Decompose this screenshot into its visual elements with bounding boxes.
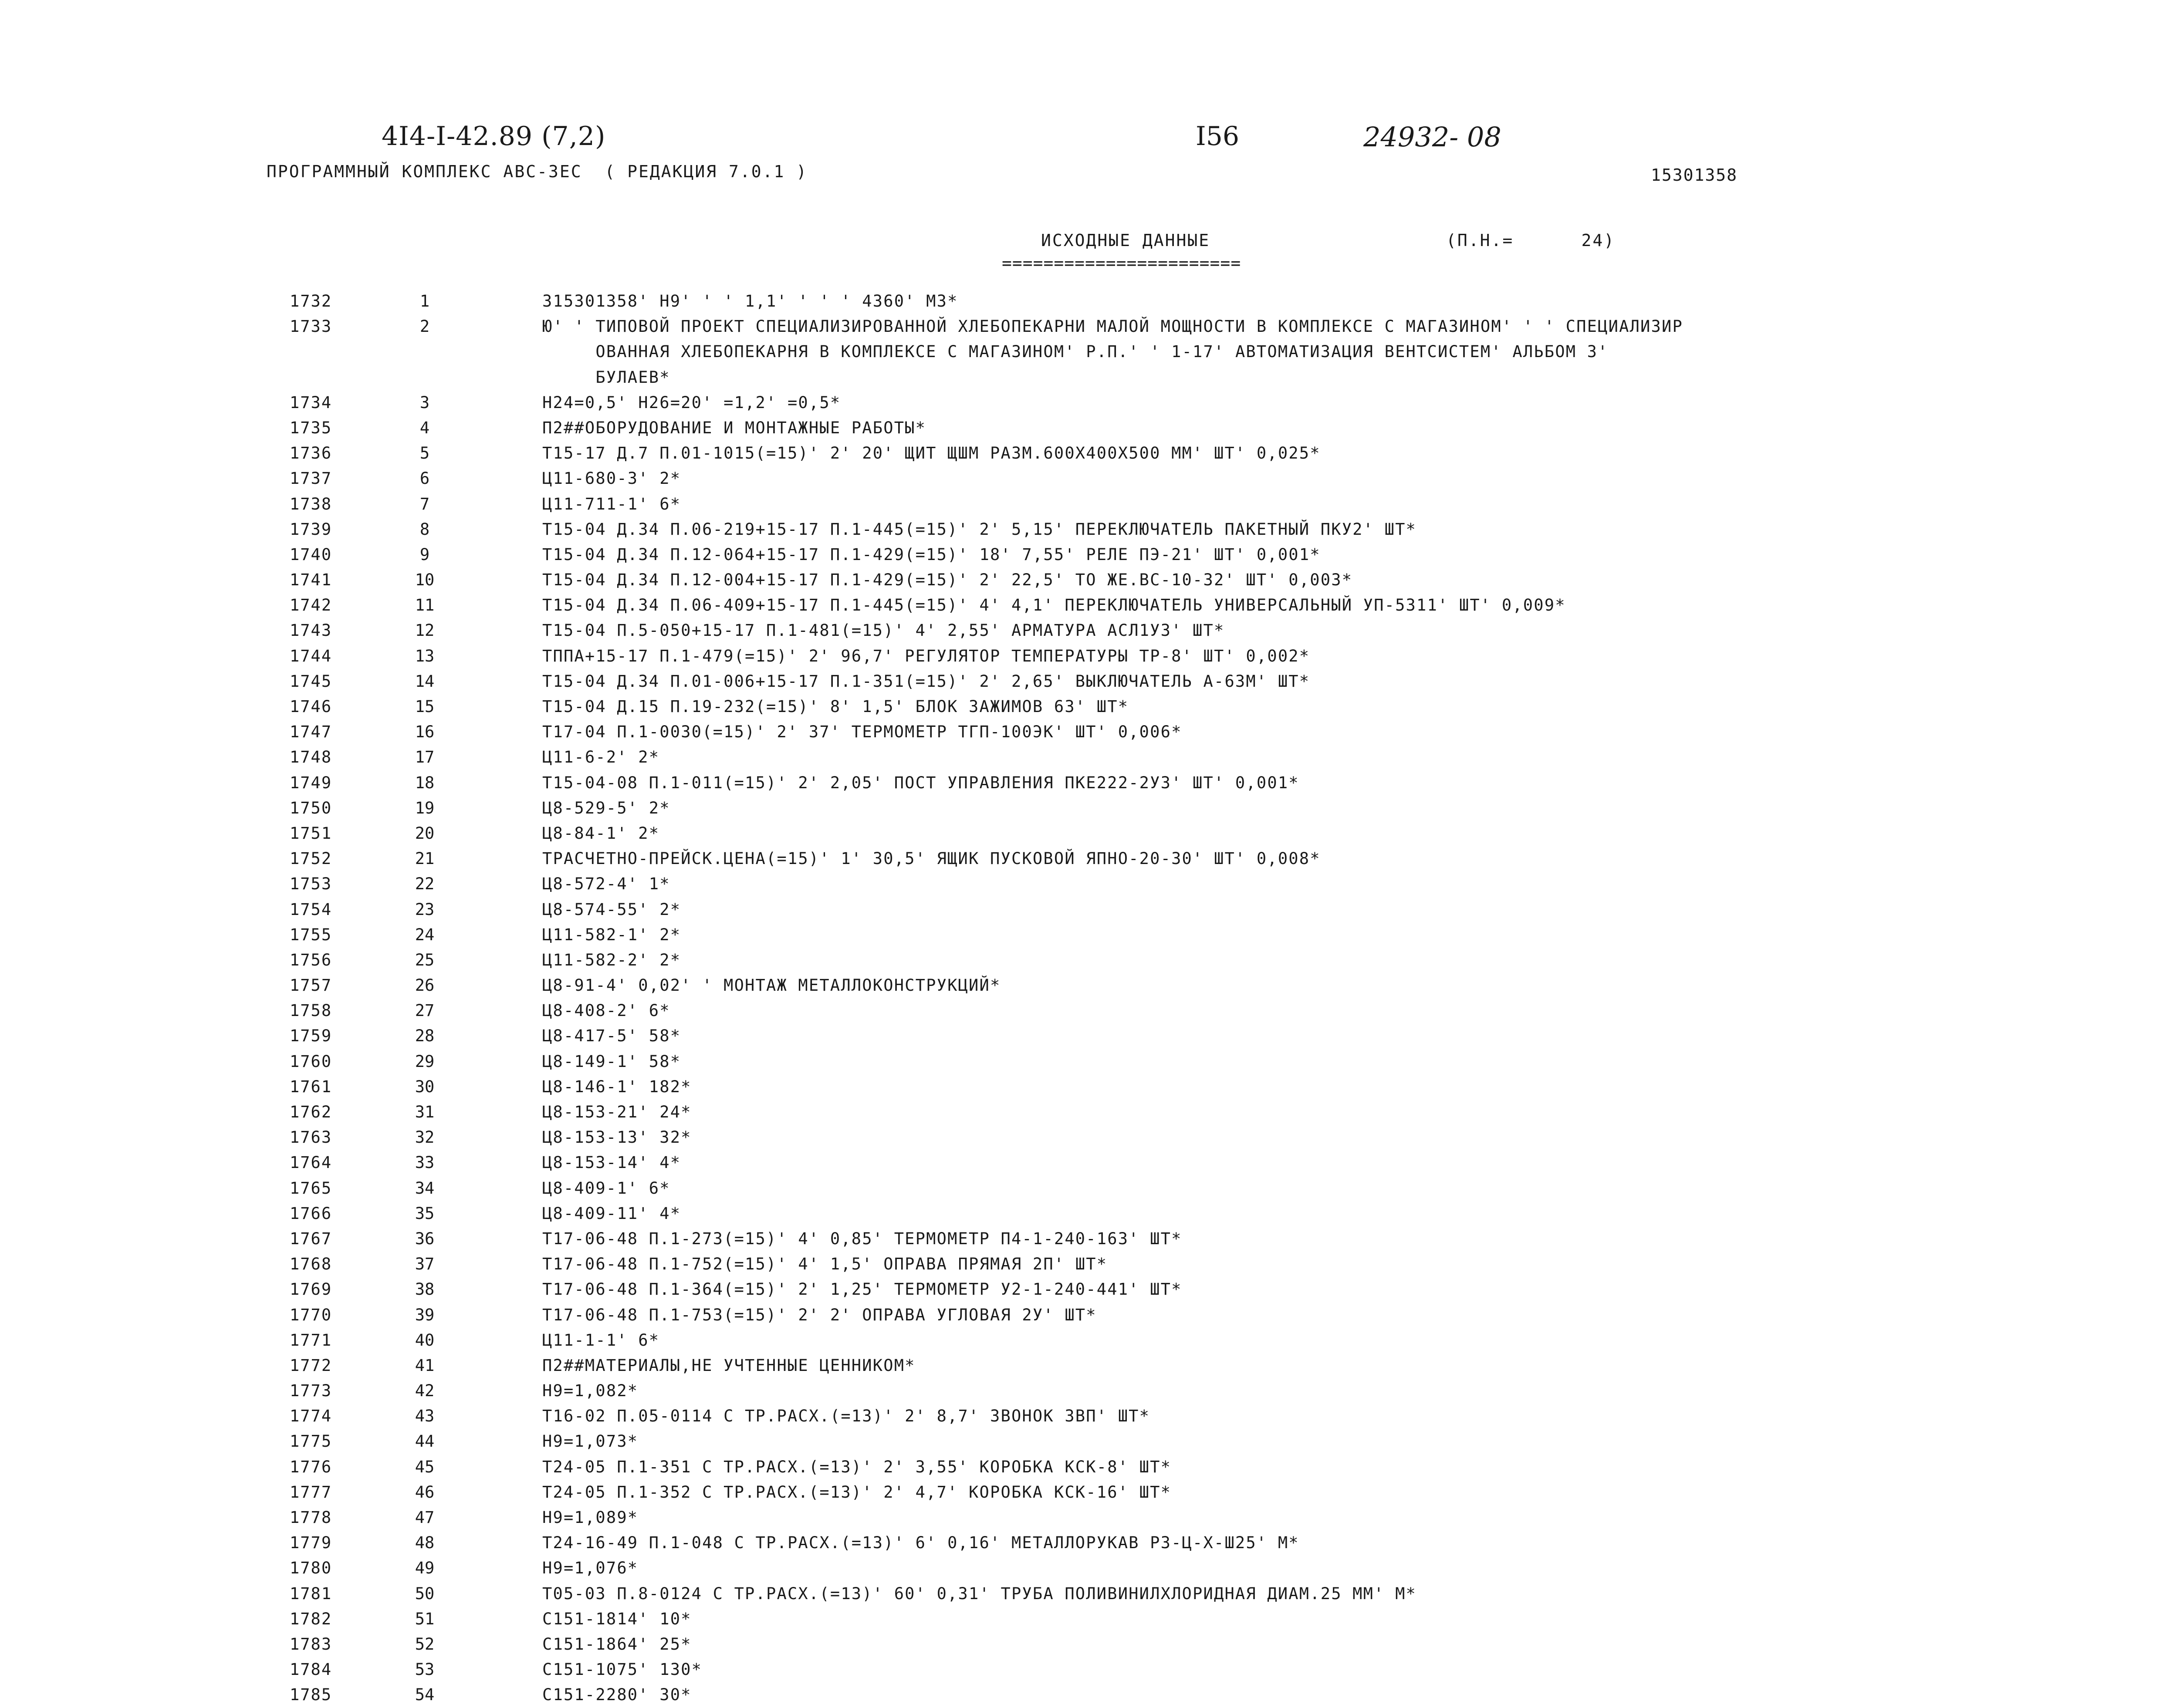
row-sequence-number: 1751	[290, 824, 332, 843]
listing-row	[0, 770, 2167, 796]
row-text: Т15-04 Д.34 П.06-409+15-17 П.1-445(=15)' 4' 4,1' ПЕРЕКЛЮЧАТЕЛЬ УНИВЕРСАЛЬНЫЙ УП-5311' ШТ' 0,009*	[542, 596, 1566, 615]
row-text: Т16-02 П.05-0114 С ТР.РАСХ.(=13)' 2' 8,7' ЗВОНОК ЗВП' ШТ*	[542, 1407, 1150, 1426]
listing-row	[0, 1378, 2167, 1404]
row-line-number: 47	[415, 1508, 435, 1527]
row-text: Ц8-409-11' 4*	[542, 1204, 681, 1223]
row-sequence-number: 1773	[290, 1381, 332, 1401]
data-listing	[0, 289, 2167, 1708]
row-text: С151-1814' 10*	[542, 1609, 692, 1628]
document-code: 4I4-I-42.89 (7,2)	[382, 121, 606, 152]
section-title: ИСХОДНЫЕ ДАННЫЕ	[1041, 231, 1210, 250]
row-sequence-number: 1740	[290, 545, 332, 564]
listing-row	[0, 1252, 2167, 1277]
row-line-number: 30	[415, 1077, 435, 1096]
row-line-number: 10	[415, 570, 435, 590]
row-sequence-number: 1762	[290, 1103, 332, 1122]
row-sequence-number: 1735	[290, 418, 332, 437]
row-line-number: 20	[415, 824, 435, 843]
row-text: Ю' ' ТИПОВОЙ ПРОЕКТ СПЕЦИАЛИЗИРОВАННОЙ ХЛЕБОПЕКАРНИ МАЛОЙ МОЩНОСТИ В КОМПЛЕКСЕ С МАГАЗИНОМ' ' ' СПЕЦИАЛИЗИР ОВАННАЯ ХЛЕБОПЕКАРНЯ В КОМПЛЕКСЕ С МАГАЗИНОМ' Р.П.' ' 1-17' АВТОМАТИЗАЦИЯ ВЕНТСИСТЕМ' АЛЬБОМ 3' БУЛАЕВ*	[542, 317, 1683, 387]
row-sequence-number: 1776	[290, 1457, 332, 1476]
row-line-number: 32	[415, 1128, 435, 1147]
row-text: Ц8-149-1' 58*	[542, 1052, 681, 1071]
row-text: С151-1864' 25*	[542, 1634, 692, 1654]
handwritten-number: 24932- 08	[1363, 121, 1501, 153]
row-line-number: 21	[415, 849, 435, 868]
row-sequence-number: 1736	[290, 444, 332, 463]
row-sequence-number: 1747	[290, 722, 332, 742]
row-sequence-number: 1744	[290, 646, 332, 665]
row-text: Т15-17 Д.7 П.01-1015(=15)' 2' 20' ЩИТ ЩШМ РАЗМ.600Х400Х500 ММ' ШТ' 0,025*	[542, 444, 1321, 463]
row-line-number: 15	[415, 697, 435, 716]
row-sequence-number: 1750	[290, 798, 332, 817]
row-text: Т15-04 Д.15 П.19-232(=15)' 8' 1,5' БЛОК ЗАЖИМОВ 63' ШТ*	[542, 697, 1129, 716]
row-line-number: 35	[415, 1204, 435, 1223]
listing-row	[0, 1277, 2167, 1302]
row-line-number: 36	[415, 1229, 435, 1248]
row-sequence-number: 1775	[290, 1432, 332, 1451]
row-text: Ц8-417-5' 58*	[542, 1026, 681, 1046]
listing-row	[0, 1455, 2167, 1480]
row-line-number: 27	[415, 1001, 435, 1020]
row-line-number: 45	[415, 1457, 435, 1476]
row-sequence-number: 1749	[290, 773, 332, 792]
row-line-number: 9	[419, 545, 430, 564]
listing-row	[0, 796, 2167, 821]
row-sequence-number: 1768	[290, 1255, 332, 1274]
row-text: С151-1075' 130*	[542, 1660, 703, 1679]
row-text: П2##ОБОРУДОВАНИЕ И МОНТАЖНЫЕ РАБОТЫ*	[542, 418, 926, 437]
row-text: Ц8-153-14' 4*	[542, 1153, 681, 1172]
row-line-number: 7	[419, 494, 430, 513]
listing-row	[0, 1303, 2167, 1328]
row-sequence-number: 1765	[290, 1178, 332, 1198]
row-sequence-number: 1742	[290, 596, 332, 615]
row-line-number: 31	[415, 1103, 435, 1122]
row-sequence-number: 1761	[290, 1077, 332, 1096]
listing-row	[0, 669, 2167, 694]
row-text: С151-2280' 30*	[542, 1685, 692, 1705]
listing-row	[0, 618, 2167, 643]
listing-row	[0, 1480, 2167, 1505]
row-text: Т15-04 Д.34 П.01-006+15-17 П.1-351(=15)' 2' 2,65' ВЫКЛЮЧАТЕЛЬ А-63М' ШТ*	[542, 672, 1310, 691]
row-text: Т05-03 П.8-0124 С ТР.РАСХ.(=13)' 60' 0,31' ТРУБА ПОЛИВИНИЛХЛОРИДНАЯ ДИАМ.25 ММ' М*	[542, 1584, 1417, 1603]
row-text: Ц11-1-1' 6*	[542, 1330, 660, 1350]
listing-row	[0, 1530, 2167, 1556]
listing-row	[0, 871, 2167, 897]
row-line-number: 41	[415, 1356, 435, 1375]
row-text: Т15-04 П.5-050+15-17 П.1-481(=15)' 4' 2,55' АРМАТУРА АСЛ1У3' ШТ*	[542, 621, 1225, 640]
listing-row	[0, 1100, 2167, 1125]
row-text: Ц8-408-2' 6*	[542, 1001, 670, 1020]
row-text: Ц8-572-4' 1*	[542, 874, 670, 894]
row-line-number: 5	[419, 444, 430, 463]
row-line-number: 28	[415, 1026, 435, 1046]
row-sequence-number: 1774	[290, 1407, 332, 1426]
row-line-number: 16	[415, 722, 435, 742]
listing-row	[0, 1150, 2167, 1175]
listing-row	[0, 1125, 2167, 1150]
row-line-number: 53	[415, 1660, 435, 1679]
row-text: Т24-05 П.1-351 С ТР.РАСХ.(=13)' 2' 3,55' КОРОБКА КСК-8' ШТ*	[542, 1457, 1172, 1476]
row-text: Ц8-529-5' 2*	[542, 798, 670, 817]
row-line-number: 38	[415, 1280, 435, 1299]
row-text: Т15-04 Д.34 П.06-219+15-17 П.1-445(=15)' 2' 5,15' ПЕРЕКЛЮЧАТЕЛЬ ПАКЕТНЫЙ ПКУ2' ШТ*	[542, 520, 1417, 539]
listing-row	[0, 1505, 2167, 1530]
page-number: I56	[1196, 121, 1240, 152]
row-line-number: 44	[415, 1432, 435, 1451]
row-sequence-number: 1764	[290, 1153, 332, 1172]
row-line-number: 50	[415, 1584, 435, 1603]
row-text: ТРАСЧЕТНО-ПРЕЙСК.ЦЕНА(=15)' 1' 30,5' ЯЩИК ПУСКОВОЙ ЯПНО-20-30' ШТ' 0,008*	[542, 849, 1321, 868]
row-line-number: 25	[415, 950, 435, 969]
row-sequence-number: 1766	[290, 1204, 332, 1223]
listing-row	[0, 973, 2167, 998]
row-text: Н9=1,082*	[542, 1381, 639, 1401]
row-text: ТППА+15-17 П.1-479(=15)' 2' 96,7' РЕГУЛЯТОР ТЕМПЕРАТУРЫ ТР-8' ШТ' 0,002*	[542, 646, 1310, 665]
row-line-number: 52	[415, 1634, 435, 1654]
row-sequence-number: 1753	[290, 874, 332, 894]
row-line-number: 24	[415, 925, 435, 944]
row-sequence-number: 1763	[290, 1128, 332, 1147]
row-text: Т24-16-49 П.1-048 С ТР.РАСХ.(=13)' 6' 0,16' МЕТАЛЛОРУКАВ Р3-Ц-Х-Ш25' М*	[542, 1533, 1299, 1553]
row-text: Т17-04 П.1-0030(=15)' 2' 37' ТЕРМОМЕТР ТГП-100ЭК' ШТ' 0,006*	[542, 722, 1182, 742]
row-line-number: 49	[415, 1559, 435, 1578]
row-text: Т15-04-08 П.1-011(=15)' 2' 2,05' ПОСТ УПРАВЛЕНИЯ ПКЕ222-2У3' ШТ' 0,001*	[542, 773, 1299, 792]
row-line-number: 42	[415, 1381, 435, 1401]
section-param: (П.Н.= 24)	[1446, 231, 1616, 250]
row-line-number: 26	[415, 976, 435, 995]
row-sequence-number: 1778	[290, 1508, 332, 1527]
row-text: Т17-06-48 П.1-753(=15)' 2' 2' ОПРАВА УГЛОВАЯ 2У' ШТ*	[542, 1305, 1097, 1324]
row-sequence-number: 1758	[290, 1001, 332, 1020]
row-text: 315301358' Н9' ' ' 1,1' ' ' ' 4360' М3*	[542, 292, 958, 311]
row-sequence-number: 1757	[290, 976, 332, 995]
title-underline: =======================	[1002, 253, 1241, 273]
row-sequence-number: 1748	[290, 748, 332, 767]
row-text: Н24=0,5' Н26=20' =1,2' =0,5*	[542, 393, 841, 412]
row-sequence-number: 1784	[290, 1660, 332, 1679]
row-text: Ц11-582-2' 2*	[542, 950, 681, 969]
listing-row	[0, 1074, 2167, 1100]
row-sequence-number: 1755	[290, 925, 332, 944]
row-text: Ц11-711-1' 6*	[542, 494, 681, 513]
row-sequence-number: 1767	[290, 1229, 332, 1248]
listing-row	[0, 1429, 2167, 1454]
listing-row	[0, 948, 2167, 973]
row-sequence-number: 1781	[290, 1584, 332, 1603]
row-text: Ц8-409-1' 6*	[542, 1178, 670, 1198]
row-sequence-number: 1754	[290, 900, 332, 919]
row-text: Н9=1,089*	[542, 1508, 639, 1527]
row-sequence-number: 1760	[290, 1052, 332, 1071]
row-line-number: 39	[415, 1305, 435, 1324]
row-text: Ц8-153-21' 24*	[542, 1103, 692, 1122]
row-line-number: 12	[415, 621, 435, 640]
listing-row	[0, 1581, 2167, 1607]
listing-row	[0, 821, 2167, 846]
row-line-number: 1	[419, 292, 430, 311]
listing-row	[0, 1328, 2167, 1353]
listing-row	[0, 1049, 2167, 1074]
row-sequence-number: 1771	[290, 1330, 332, 1350]
listing-row	[0, 846, 2167, 871]
listing-row	[0, 1201, 2167, 1226]
row-sequence-number: 1752	[290, 849, 332, 868]
row-line-number: 3	[419, 393, 430, 412]
listing-row	[0, 694, 2167, 719]
row-sequence-number: 1782	[290, 1609, 332, 1628]
row-line-number: 29	[415, 1052, 435, 1071]
row-text: Т24-05 П.1-352 С ТР.РАСХ.(=13)' 2' 4,7' КОРОБКА КСК-16' ШТ*	[542, 1482, 1172, 1502]
listing-row	[0, 1176, 2167, 1201]
listing-row	[0, 922, 2167, 948]
row-sequence-number: 1770	[290, 1305, 332, 1324]
row-line-number: 18	[415, 773, 435, 792]
row-sequence-number: 1759	[290, 1026, 332, 1046]
listing-row	[0, 1607, 2167, 1632]
listing-row	[0, 745, 2167, 770]
listing-row	[0, 1226, 2167, 1252]
row-text: Н9=1,076*	[542, 1559, 639, 1578]
row-sequence-number: 1739	[290, 520, 332, 539]
listing-row	[0, 644, 2167, 669]
listing-row	[0, 1657, 2167, 1682]
row-text: Т17-06-48 П.1-364(=15)' 2' 1,25' ТЕРМОМЕТР У2-1-240-441' ШТ*	[542, 1280, 1182, 1299]
row-line-number: 33	[415, 1153, 435, 1172]
row-line-number: 23	[415, 900, 435, 919]
row-text: П2##МАТЕРИАЛЫ,НЕ УЧТЕННЫЕ ЦЕННИКОМ*	[542, 1356, 916, 1375]
listing-row	[0, 441, 2167, 466]
row-line-number: 2	[419, 317, 430, 336]
row-line-number: 19	[415, 798, 435, 817]
row-text: Т15-04 Д.34 П.12-004+15-17 П.1-429(=15)' 2' 22,5' ТО ЖЕ.ВС-10-32' ШТ' 0,003*	[542, 570, 1353, 590]
row-line-number: 17	[415, 748, 435, 767]
listing-row	[0, 998, 2167, 1023]
row-line-number: 40	[415, 1330, 435, 1350]
row-sequence-number: 1733	[290, 317, 332, 336]
row-sequence-number: 1779	[290, 1533, 332, 1553]
job-number: 15301358	[1651, 165, 1738, 185]
row-text: Т17-06-48 П.1-752(=15)' 4' 1,5' ОПРАВА ПРЯМАЯ 2П' ШТ*	[542, 1255, 1108, 1274]
row-text: Ц8-574-55' 2*	[542, 900, 681, 919]
row-line-number: 4	[419, 418, 430, 437]
row-text: Т17-06-48 П.1-273(=15)' 4' 0,85' ТЕРМОМЕТР П4-1-240-163' ШТ*	[542, 1229, 1182, 1248]
row-line-number: 54	[415, 1685, 435, 1705]
row-text: Ц8-146-1' 182*	[542, 1077, 692, 1096]
row-sequence-number: 1780	[290, 1559, 332, 1578]
listing-row	[0, 466, 2167, 491]
row-line-number: 6	[419, 469, 430, 488]
row-sequence-number: 1783	[290, 1634, 332, 1654]
listing-row	[0, 1632, 2167, 1657]
row-sequence-number: 1741	[290, 570, 332, 590]
row-line-number: 13	[415, 646, 435, 665]
listing-row	[0, 1353, 2167, 1378]
row-text: Ц8-153-13' 32*	[542, 1128, 692, 1147]
row-line-number: 51	[415, 1609, 435, 1628]
row-text: Ц11-6-2' 2*	[542, 748, 660, 767]
listing-row	[0, 517, 2167, 542]
row-sequence-number: 1785	[290, 1685, 332, 1705]
row-line-number: 37	[415, 1255, 435, 1274]
row-line-number: 8	[419, 520, 430, 539]
row-sequence-number: 1737	[290, 469, 332, 488]
program-header: ПРОГРАММНЫЙ КОМПЛЕКС АВС-3ЕС ( РЕДАКЦИЯ 7.0.1 )	[267, 162, 808, 181]
row-sequence-number: 1746	[290, 697, 332, 716]
row-sequence-number: 1743	[290, 621, 332, 640]
row-sequence-number: 1745	[290, 672, 332, 691]
row-sequence-number: 1732	[290, 292, 332, 311]
row-text: Ц11-680-3' 2*	[542, 469, 681, 488]
listing-row	[0, 897, 2167, 922]
row-sequence-number: 1734	[290, 393, 332, 412]
row-sequence-number: 1738	[290, 494, 332, 513]
row-line-number: 34	[415, 1178, 435, 1198]
row-sequence-number: 1772	[290, 1356, 332, 1375]
row-sequence-number: 1756	[290, 950, 332, 969]
listing-row	[0, 492, 2167, 517]
listing-row	[0, 1682, 2167, 1708]
row-line-number: 22	[415, 874, 435, 894]
listing-row	[0, 390, 2167, 415]
listing-row	[0, 415, 2167, 441]
row-line-number: 14	[415, 672, 435, 691]
row-text: Ц11-582-1' 2*	[542, 925, 681, 944]
row-line-number: 46	[415, 1482, 435, 1502]
row-text: Н9=1,073*	[542, 1432, 639, 1451]
listing-row	[0, 314, 2167, 390]
listing-row	[0, 1404, 2167, 1429]
row-line-number: 48	[415, 1533, 435, 1553]
row-line-number: 11	[415, 596, 435, 615]
listing-row	[0, 1023, 2167, 1049]
listing-row	[0, 593, 2167, 618]
listing-row	[0, 1556, 2167, 1581]
row-line-number: 43	[415, 1407, 435, 1426]
listing-row	[0, 542, 2167, 567]
row-sequence-number: 1769	[290, 1280, 332, 1299]
listing-row	[0, 719, 2167, 745]
row-text: Т15-04 Д.34 П.12-064+15-17 П.1-429(=15)' 18' 7,55' РЕЛЕ ПЭ-21' ШТ' 0,001*	[542, 545, 1321, 564]
row-text: Ц8-91-4' 0,02' ' МОНТАЖ МЕТАЛЛОКОНСТРУКЦИЙ*	[542, 976, 1001, 995]
listing-row	[0, 289, 2167, 314]
row-text: Ц8-84-1' 2*	[542, 824, 660, 843]
listing-row	[0, 567, 2167, 593]
row-sequence-number: 1777	[290, 1482, 332, 1502]
